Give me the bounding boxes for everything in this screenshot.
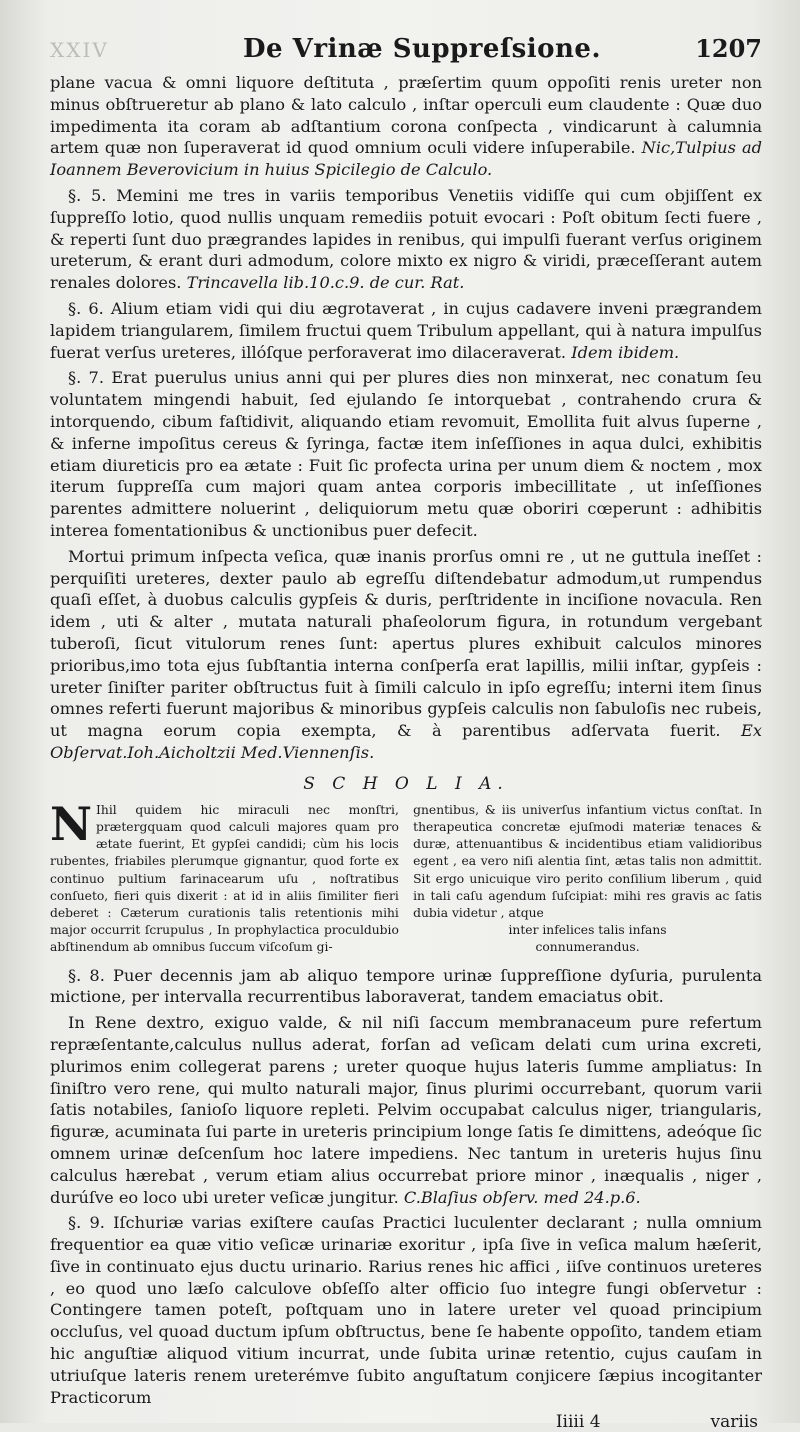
citation: Nic,Tulpius ad Ioannem Beverovicium in huius Spicilegio de Calculo. xyxy=(50,138,762,180)
paragraph-6: §. 8. Puer decennis jam ab aliquo tempore urinæ ſuppreſſione dyſuria, purulenta mictione, per intervalla recurrentibus laboraverat, tandem emaciatus obit. xyxy=(50,965,762,1007)
running-title: De Vrinæ Suppreſsione. xyxy=(243,34,602,64)
page-number: 1207 xyxy=(695,34,762,63)
scholia-heading: S C H O L I A. xyxy=(303,773,509,794)
paragraph-3: §. 6. Alium etiam vidi qui diu ægrotaverat , in cujus cadavere inveni prægrandem lapidem triangularem, ſimilem fructui quem Tribulum appellant, qui à natura impulſus fuerat verſus ureteres, illóſque perforaverat imo dilaceraverat. Idem ibidem. xyxy=(50,298,762,362)
paragraph-5: Mortui primum inſpecta veſica, quæ inanis prorſus omni re , ut ne guttula ineſſet : perquiſiti ureteres, dexter paulo ab egreſſu diſtendebatur admodum,ut rumpendus quaſi eſſet, à duobus calculis gypſeis & duris, perſtridente in inciſione novacula. Ren idem , uti & alter , mutata naturali phaſeolorum figura, in rotundum vergebant tuberoſi, ſicut vitulorum renes ſunt: apertus plures exhibuit calculos minores prioribus,imo tota ejus ſubſtantia interna conſperſa erat lapillis, milii inſtar, gypſeis : ureter ſiniſter pariter obſtructus fuit à ſimili calculo in ipſo egreſſu; interni item ſinus omnes referti fuerunt majoribus & minoribus gypſeis calculis non ſabuloſis nec rubeis, ut magna eorum copia exempta, & à parentibus adſervata fuerit. Ex Obſervat.Ioh.Aicholtzii Med.Viennenſis. xyxy=(50,546,762,762)
paragraph-2: §. 5. Memini me tres in variis temporibus Venetiis vidiſſe qui cum objiſſent ex ſuppreſſo lotio, quod nullis unquam remediis potuit evocari : Poſt obitum ſecti fuere , & reperti ſunt duo prægrandes lapides in renibus, qui impulſi fuerant verſus originem ureterum, & erant duri admodum, colore mixto ex nigro & viridi, præceſſerant autem renales dolores. Trincavella lib.10.c.9. de cur. Rat. xyxy=(50,185,762,293)
drop-cap: N xyxy=(50,796,93,851)
paragraph-1: plane vacua & omni liquore deſtituta , præſertim quum oppoſiti renis ureter non minus obſtrueretur ab plano & lato calculo , inſtar operculi eum claudente : Quæ duo impedimenta ita coram ab adſtantium corona conſpecta , vindicarunt à calumnia artem quæ non ſuperaverat id quod omnium oculi videre inſuperabile. Nic,Tulpius ad Ioannem Beverovicium in huius Spicilegio de Calculo. xyxy=(50,73,762,180)
main-text-bottom xyxy=(50,965,762,1409)
paragraph-8: §. 9. Iſchuriæ varias exiſtere cauſas Practici luculenter declarant ; nulla omnium frequentior ea quæ vitio veſicæ urinariæ exoritur , ipſa ſive in veſica malum hæſerit, ſive in continuato ejus ductu urinario. Rarius renes hic affici , iiſve continuos ureteres , eo quod uno læſo calculove obſeſſo alter officio ſuo integre fungi obſervetur : Contingere tamen poteſt, poſtquam uno in latere ureter vel quoad principium occluſus, vel quoad ductum ipſum obſtructus, bene ſe habente oppoſito, tandem etiam hic anguſtiæ aliquod vitium incurrat, unde ſubita urinæ retentio, cujus cauſam in utriuſque lateris renem ureterémve ſubito anguſtatum conjicere ſæpius incogitanter Practicorum xyxy=(50,1213,762,1407)
main-text-top xyxy=(50,72,762,764)
citation: C.Blaſius obſerv. med 24.p.6. xyxy=(403,1187,641,1207)
page-header xyxy=(50,34,762,64)
citation: Ex Obſervat.Ioh.Aicholtzii Med.Viennenſis. xyxy=(50,721,762,762)
paragraph-7: In Rene dextro, exiguo valde, & nil niſi ſaccum membranaceum pure refertum repræſentante,calculus nullus aderat, forſan ad veſicam delati cum urina excreti, plurimos enim collegerat parens ; ureter quoque hujus lateris ſumme ampliatus: In ſiniſtro vero rene, qui multo naturali major, ſinus plurimi occurrebant, quorum varii ſatis notabiles, ſanioſo liquore repleti. Pelvim occupabat calculus niger, triangularis, figuræ, acuminata ſui parte in ureteris principium longe ſatis ſe dimittens, adeóque ſic omnem urinæ deſcenſum hoc latere impediens. Nec tantum in ureteris hujus ſinu calculus hærebat , verum etiam alius occurrebat priore minor , inæqualis , niger , durúſve eo loco ubi ureter veſicæ jungitur. C.Blaſius obſerv. med 24.p.6. xyxy=(50,1013,762,1207)
scholia-columns xyxy=(50,796,762,957)
citation: Trincavella lib.10.c.9. de cur. Rat. xyxy=(186,273,465,293)
show-through-text: XXIV xyxy=(50,38,109,62)
page-footer xyxy=(50,1412,762,1432)
catchword: variis xyxy=(710,1412,758,1432)
signature-mark: Iiiii 4 xyxy=(555,1412,601,1432)
scholia-right-column: gnentibus, & iis univerſus infantium victus conſtat. In therapeutica concretæ ejuſmodi materiæ tenaces & duræ, attenuantibus & incidentibus etiam validioribus egent , ea vero niſi alentia ſint, ætas talis non admittit. Sit ergo unicuique viro perito conſilium liberum , quid in tali caſu agendum ſuſcipiat: mihi res gravis ac ſatis dubia videtur , atque inter infelices talis infans connumerandus. xyxy=(413,802,762,955)
citation: Idem ibidem. xyxy=(571,342,680,362)
scholia-left-column: N Ihil quidem hic miraculi nec monſtri, prætergquam quod calculi majores quam pro ætate fuerint, Et gypſei candidi; cùm his locis rubentes, friabiles plerumque gignantur, quod forte ex continuo pultium farinacearum uſu , noſtratibus conſueto, fieri quis dixerit : at id in aliis ſimiliter fieri deberet : Cæterum curationis talis retentionis mihi major occurrit ſcrupulus , In prophylactica proculdubio abſtinendum ab omnibus ſuccum viſcoſum gi- xyxy=(50,796,399,955)
paragraph-4: §. 7. Erat puerulus unius anni qui per plures dies non minxerat, nec conatum ſeu voluntatem mingendi habuit, ſed ejulando ſe intorquebat , contrahendo crura & intorquendo, cibum faſtidivit, aliquando etiam revomuit, Emollita fuit alvus ſuperne , & inferne impoſitus cereus & ſyringa, factæ item inſeſſiones in aqua dulci, exhibitis etiam diureticis pro ea ætate : Fuit ſic profecta urina per unum diem & noctem , mox iterum ſuppreſſa cum majori quam antea corporis imbecillitate , ut inſeſſiones parentes admittere noluerint , deliquiorum metu quæ oboriri cœperunt : adhibitis interea fomentationibus & unctionibus puer defecit. xyxy=(50,368,762,540)
